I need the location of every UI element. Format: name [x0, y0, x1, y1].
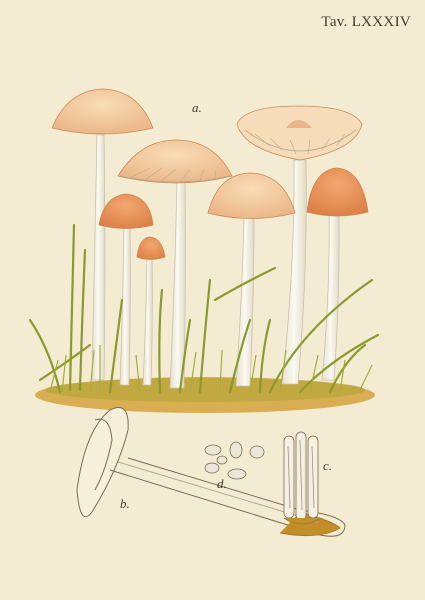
moss-base	[35, 377, 375, 413]
spores-drawing-d	[205, 442, 264, 479]
figure-label-a: a.	[192, 100, 202, 115]
plate-title: Tav. LXXXIV	[321, 14, 411, 30]
figure-label-b: b.	[120, 496, 130, 511]
cystidia-drawing-c	[284, 432, 322, 524]
figure-label-c: c.	[323, 458, 333, 473]
figure-label-d: d.	[217, 476, 227, 491]
